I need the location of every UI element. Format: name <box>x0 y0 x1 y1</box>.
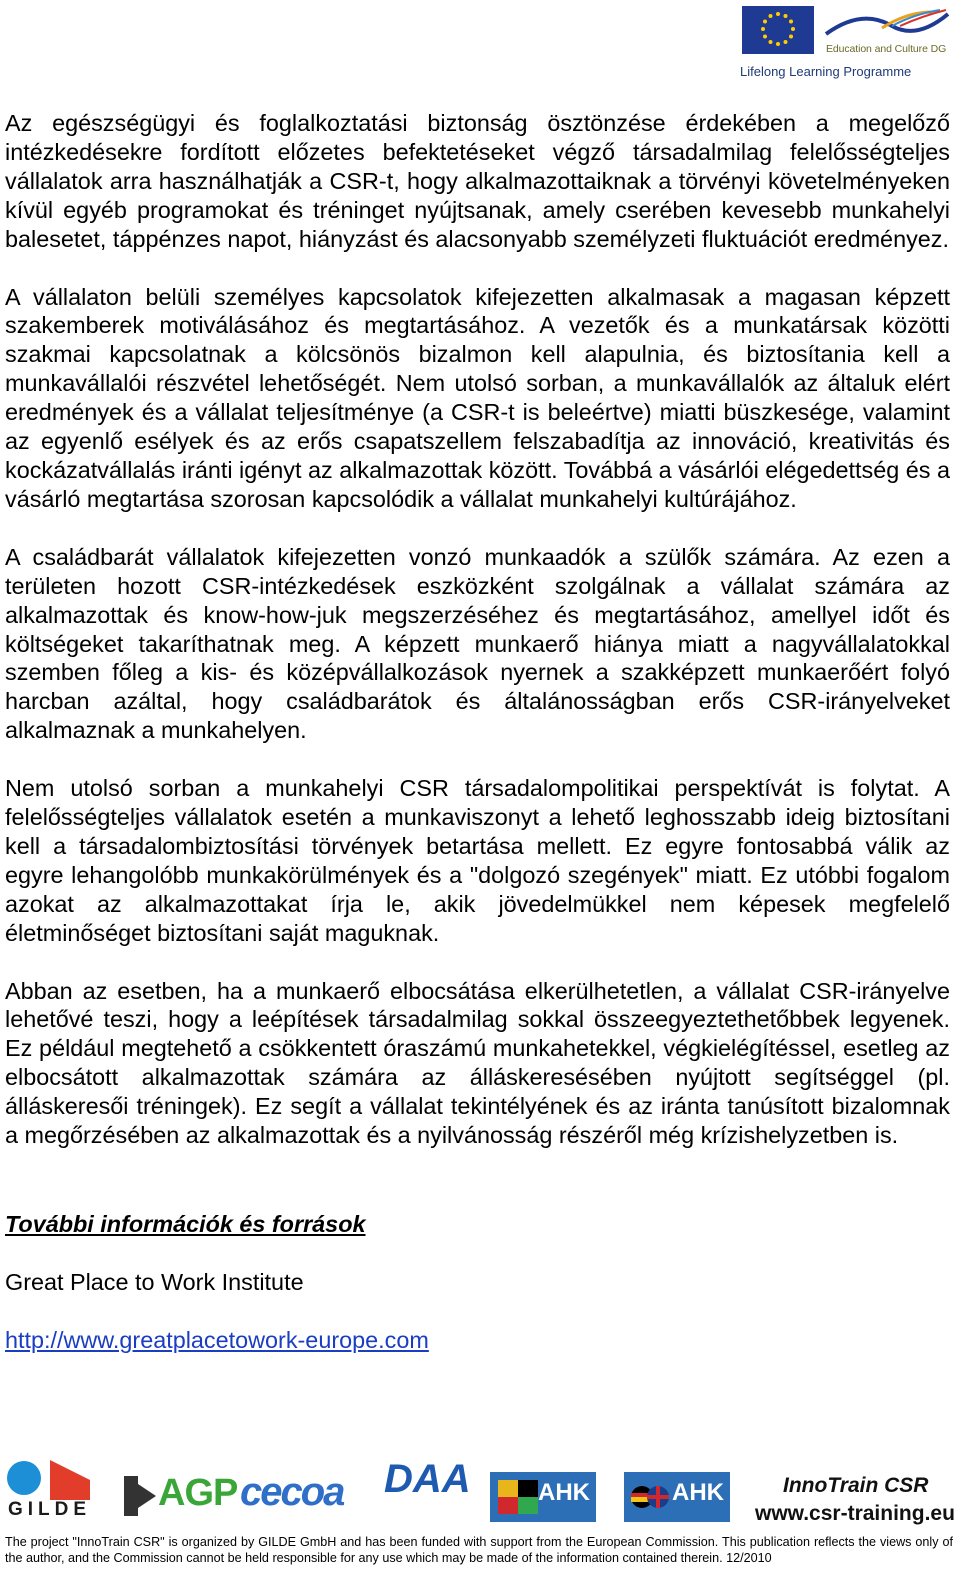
disclaimer-text: The project "InnoTrain CSR" is organized by GILDE GmbH and has been funded with support from the European Commission. This publication reflects the views only of the author, and the Commission cannot be held responsible for any use which may be made of the information contained therein. 12/2010 <box>5 1535 953 1565</box>
programme-text: Lifelong Learning Programme <box>740 64 912 79</box>
ahk-text-1: AHK <box>538 1479 590 1506</box>
section-heading: További információk és források <box>5 1211 366 1237</box>
education-swoosh-icon <box>822 4 952 48</box>
innotrain-title: InnoTrain CSR <box>783 1474 929 1497</box>
organization-link[interactable]: http://www.greatplacetowork-europe.com <box>5 1327 429 1353</box>
ahk-logo-1 <box>490 1472 596 1522</box>
gilde-text: GILDE <box>8 1499 92 1520</box>
agp-mark-icon <box>120 1472 160 1520</box>
cecoa-logo: cecoa <box>240 1470 344 1514</box>
flag-icon <box>498 1480 538 1514</box>
dg-text: Education and Culture DG <box>826 43 947 55</box>
agp-logo: AGP <box>158 1472 238 1514</box>
partner-logos <box>0 1452 960 1532</box>
eu-flag-icon <box>742 6 814 54</box>
gilde-logo-icon <box>6 1456 92 1500</box>
lifelong-learning-logo <box>740 4 952 84</box>
csr-training-url: www.csr-training.eu <box>755 1502 955 1525</box>
paragraph-4: Nem utolsó sorban a munkahelyi CSR társadalompolitikai perspektívát is folytat. A felelősségteljes vállalatok esetén a munkaviszonyt a lehető leghosszabb ideig biztosítani kell a társadalombiztosítási törvények betartása mellett. Ez egyre fontosabbá válik az egyre lehangolóbb munkakörülmények és a "dolgozó szegények" miatt. Ez utóbbi fogalom azokat az alkalmazottakat írja le, akik jövedelmükkel nem képesek megfelelő életminőséget biztosítani saját maguknak. <box>5 775 950 946</box>
ahk-logo-2 <box>624 1472 730 1522</box>
paragraph-3: A családbarát vállalatok kifejezetten vonzó munkaadók a szülők számára. Az ezen a területen hozott CSR-intézkedések eszközként szolgálnak a vállalat számára az alkalmazottak és know-how-juk megszerzéséhez és megtartásához, amellyel időt és költségeket takaríthatnak meg. A képzett munkaerő hiánya miatt a nagyvállalatokkal szemben főleg a kis- és középvállalkozások nyernek a szakképzett munkaerőért folyó harcban azáltal, hogy családbarátok és általánosságban erős CSR-irányelveket alkalmaznak a munkahelyen. <box>5 543 950 744</box>
organization-name: Great Place to Work Institute <box>5 1269 304 1295</box>
paragraph-2: A vállalaton belüli személyes kapcsolatok kifejezetten alkalmasak a magasan képzett szakemberek motiválásához és megtartásához. A vezetők és a munkatársak közötti szakmai kapcsolatnak a kölcsönös bizalmon kell alapulnia, és biztosítania kell a munkavállalói részvétel lehetőségét. Nem utolsó sorban, a munkavállalók az általuk elért eredmények és a vállalat teljesítménye (a CSR-t is beleértve) miatti büszkesége, valamint az egyenlő esélyek és az erős csapatszellem felszabadítja az innováció, kreativitás és kockázatvállalás iránti igényt az alkalmazottak között. Továbbá a vásárlói elégedettség és a vásárló megtartása szorosan kapcsolódik a vállalat munkahelyi kultúrájához. <box>5 283 950 512</box>
paragraph-1: Az egészségügyi és foglalkoztatási biztonság ösztönzése érdekében a megelőző intézkedésekre fordított előzetes befektetéseket végző társadalmilag felelősségteljes vállalatok arra használhatják a CSR-t, hogy alkalmazottaiknak a törvényi követelményeken kívül egyéb programokat és tréninget nyújtsanak, amely cserében kevesebb munkahelyi balesetet, táppénzes napot, hiányzást és alacsonyabb személyzeti fluktuációt eredményez. <box>5 110 950 252</box>
flag-icon <box>630 1482 670 1512</box>
paragraph-5: Abban az esetben, ha a munkaerő elbocsátása elkerülhetetlen, a vállalat CSR-irányelve lehetővé teszi, hogy a leépítések társadalmilag sokkal összeegyeztethetőbbek legyenek. Ez például megtehető a csökkentett óraszámú munkahetekkel, végkielégítéssel, esetleg az elbocsátott alkalmazottak számára az álláskeresésében nyújtott segítséggel (pl. álláskeresői tréningek). Ez segít a vállalat tekintélyének és az iránta tanúsított bizalomnak a megőrzésében az alkalmazottak és a nyilvánosság részéről még krízishelyzetben is. <box>5 977 950 1149</box>
document-body <box>5 109 950 1354</box>
daa-logo: DAA <box>384 1457 471 1501</box>
ahk-text-2: AHK <box>672 1479 724 1506</box>
